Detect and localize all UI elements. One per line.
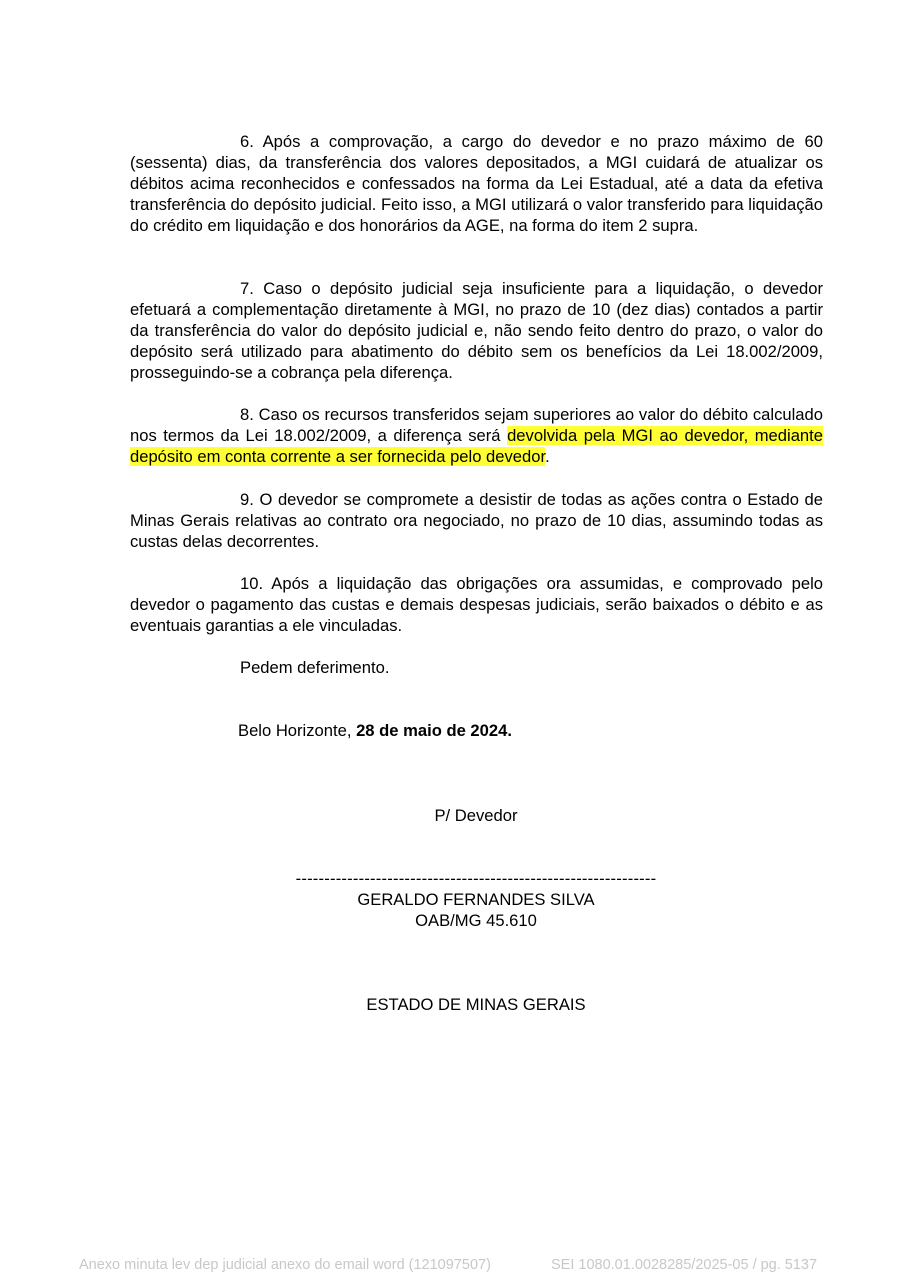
closing-text: Pedem deferimento. [240, 658, 390, 677]
signature-for-label: P/ Devedor [434, 806, 518, 825]
signatory-name: GERALDO FERNANDES SILVA [357, 890, 595, 909]
paragraph-10: 10. Após a liquidação das obrigações ora assumidas, e comprovado pelo devedor o pagamento das custas e demais despesas judiciais, serão baixados o débito e as eventuais garantias a ele vinculadas. [130, 574, 823, 635]
paragraph-8-end: . [545, 447, 550, 466]
paragraph-7: 7. Caso o depósito judicial seja insuficiente para a liquidação, o devedor efetuará a complementação diretamente à MGI, no prazo de 10 (dez dias) contados a partir da transferência do valor do depósito judicial e, não sendo feito dentro do prazo, o valor do depósito será utilizado para abatimento do débito sem os benefícios da Lei 18.002/2009, prosseguindo-se a cobrança pela diferença. [130, 279, 823, 382]
state-name: ESTADO DE MINAS GERAIS [366, 995, 586, 1014]
paragraph-6: 6. Após a comprovação, a cargo do devedor e no prazo máximo de 60 (sessenta) dias, da transferência dos valores depositados, a MGI cuidará de atualizar os débitos acima reconhecidos e confessados na forma da Lei Estadual, até a data da efetiva transferência do depósito judicial. Feito isso, a MGI utilizará o valor transferido para liquidação do crédito em liquidação e dos honorários da AGE, na forma do item 2 supra. [130, 132, 823, 235]
highlighted-text: devolvida pela MGI ao devedor, mediante depósito em conta corrente a ser fornecida pelo devedor [130, 426, 823, 466]
footer-attachment-label: Anexo minuta lev dep judicial anexo do email word (121097507) [79, 1257, 491, 1273]
signatory-oab: OAB/MG 45.610 [415, 911, 537, 930]
signature-line: --------------------------------------------------------------- [295, 869, 657, 888]
footer-page-reference: SEI 1080.01.0028285/2025-05 / pg. 5137 [551, 1257, 818, 1273]
date-place: Belo Horizonte, [238, 721, 357, 740]
date-line [238, 720, 512, 741]
date-value: 28 de maio de 2024. [356, 721, 512, 740]
paragraph-8-text: 8. Caso os recursos transferidos sejam superiores ao valor do débito calculado nos termos da Lei 18.002/2009, a diferença será [130, 405, 823, 445]
paragraph-9: 9. O devedor se compromete a desistir de todas as ações contra o Estado de Minas Gerais relativas ao contrato ora negociado, no prazo de 10 dias, assumindo todas as custas delas decorrentes. [130, 490, 823, 551]
paragraph-8 [130, 404, 823, 467]
